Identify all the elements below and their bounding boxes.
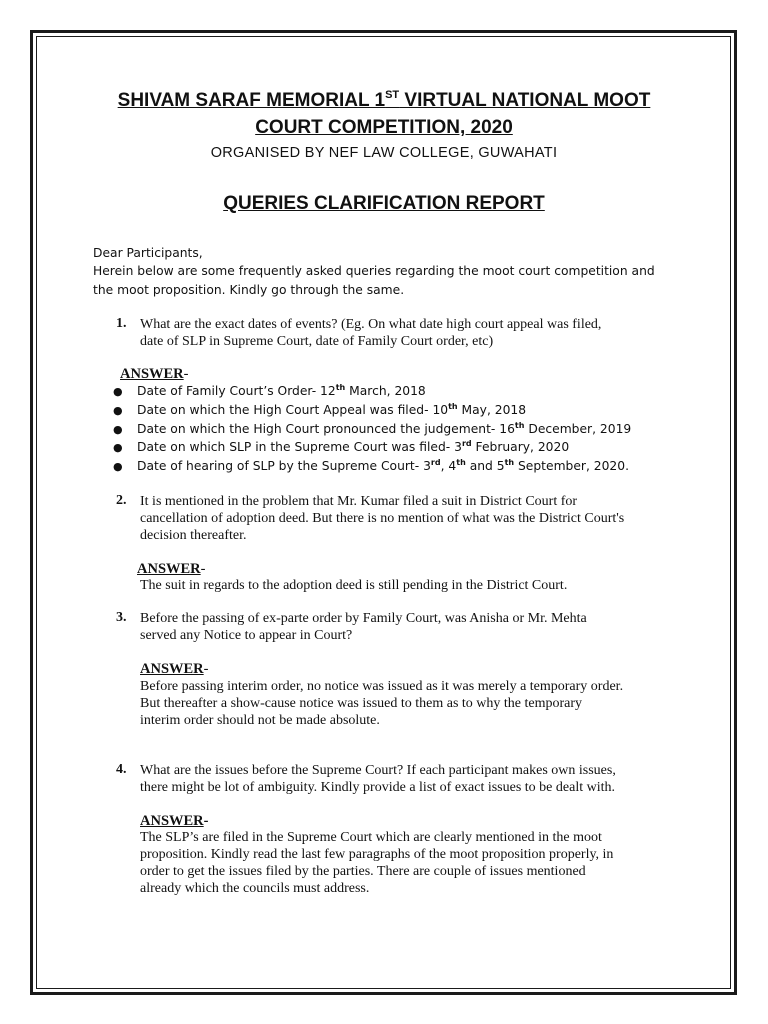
- answer-1-bullet-4: ● Date on which SLP in the Supreme Court was filed- 3rd February, 2020: [113, 439, 570, 454]
- title-line-2: COURT COMPETITION, 2020: [255, 117, 513, 138]
- answer-2-text: The suit in regards to the adoption deed is still pending in the District Court.: [140, 578, 568, 593]
- organiser-line: ORGANISED BY NEF LAW COLLEGE, GUWAHATI: [210, 145, 558, 161]
- answer-2-label: ANSWER-: [137, 561, 206, 577]
- answer-1-bullet-3: ● Date on which the High Court pronounced the judgement- 16th December, 2019: [113, 421, 632, 436]
- title-line-1: SHIVAM SARAF MEMORIAL 1ST VIRTUAL NATIONAL MOOT: [117, 89, 651, 111]
- intro-line-1: Herein below are some frequently asked queries regarding the moot court competition and: [93, 264, 655, 278]
- bullet-icon: ●: [113, 460, 123, 473]
- answer-3-line-3: interim order should not be made absolute.: [140, 713, 380, 728]
- question-1-number: 1.: [116, 316, 127, 331]
- question-2-line-3: decision thereafter.: [140, 528, 247, 543]
- question-4-line-2: there might be lot of ambiguity. Kindly provide a list of exact issues to be dealt with.: [140, 780, 615, 795]
- answer-1-bullet-2: ● Date on which the High Court Appeal was filed- 10th May, 2018: [113, 402, 527, 417]
- question-2-line-2: cancellation of adoption deed. But there is no mention of what was the District Court's: [140, 511, 625, 526]
- bullet-icon: ●: [113, 385, 123, 398]
- question-1-line-1: What are the exact dates of events? (Eg. On what date high court appeal was filed,: [140, 317, 602, 332]
- answer-4-line-2: proposition. Kindly read the last few paragraphs of the moot proposition properly, in: [140, 847, 614, 862]
- answer-3-line-1: Before passing interim order, no notice was issued as it was merely a temporary order.: [140, 679, 624, 694]
- question-3-line-2: served any Notice to appear in Court?: [140, 628, 353, 643]
- answer-3-label: ANSWER-: [140, 661, 209, 677]
- answer-4-label: ANSWER-: [140, 813, 209, 829]
- question-4-line-1: What are the issues before the Supreme Court? If each participant makes own issues,: [140, 763, 616, 778]
- report-title: QUERIES CLARIFICATION REPORT: [223, 193, 545, 214]
- intro-line-2: the moot proposition. Kindly go through the same.: [93, 283, 405, 297]
- question-3-line-1: Before the passing of ex-parte order by Family Court, was Anisha or Mr. Mehta: [140, 611, 587, 626]
- salutation: Dear Participants,: [93, 246, 203, 260]
- question-2-line-1: It is mentioned in the problem that Mr. Kumar filed a suit in District Court for: [140, 494, 578, 509]
- question-3-number: 3.: [116, 610, 127, 625]
- answer-1-bullet-5: ● Date of hearing of SLP by the Supreme Court- 3rd, 4th and 5th September, 2020.: [113, 458, 629, 473]
- bullet-icon: ●: [113, 423, 123, 436]
- answer-1-label: ANSWER-: [120, 366, 189, 382]
- answer-4-line-1: The SLP’s are filed in the Supreme Court which are clearly mentioned in the moot: [140, 830, 602, 845]
- answer-3-line-2: But thereafter a show-cause notice was issued to them as to why the temporary: [140, 696, 583, 711]
- bullet-icon: ●: [113, 441, 123, 454]
- bullet-icon: ●: [113, 404, 123, 417]
- question-2-number: 2.: [116, 493, 127, 508]
- question-1-line-2: date of SLP in Supreme Court, date of Family Court order, etc): [140, 334, 494, 349]
- answer-4-line-4: already which the councils must address.: [140, 881, 370, 896]
- question-4-number: 4.: [116, 762, 127, 777]
- answer-1-bullet-1: ● Date of Family Court’s Order- 12th March, 2018: [113, 383, 426, 398]
- answer-4-line-3: order to get the issues filed by the parties. There are couple of issues mentioned: [140, 864, 586, 879]
